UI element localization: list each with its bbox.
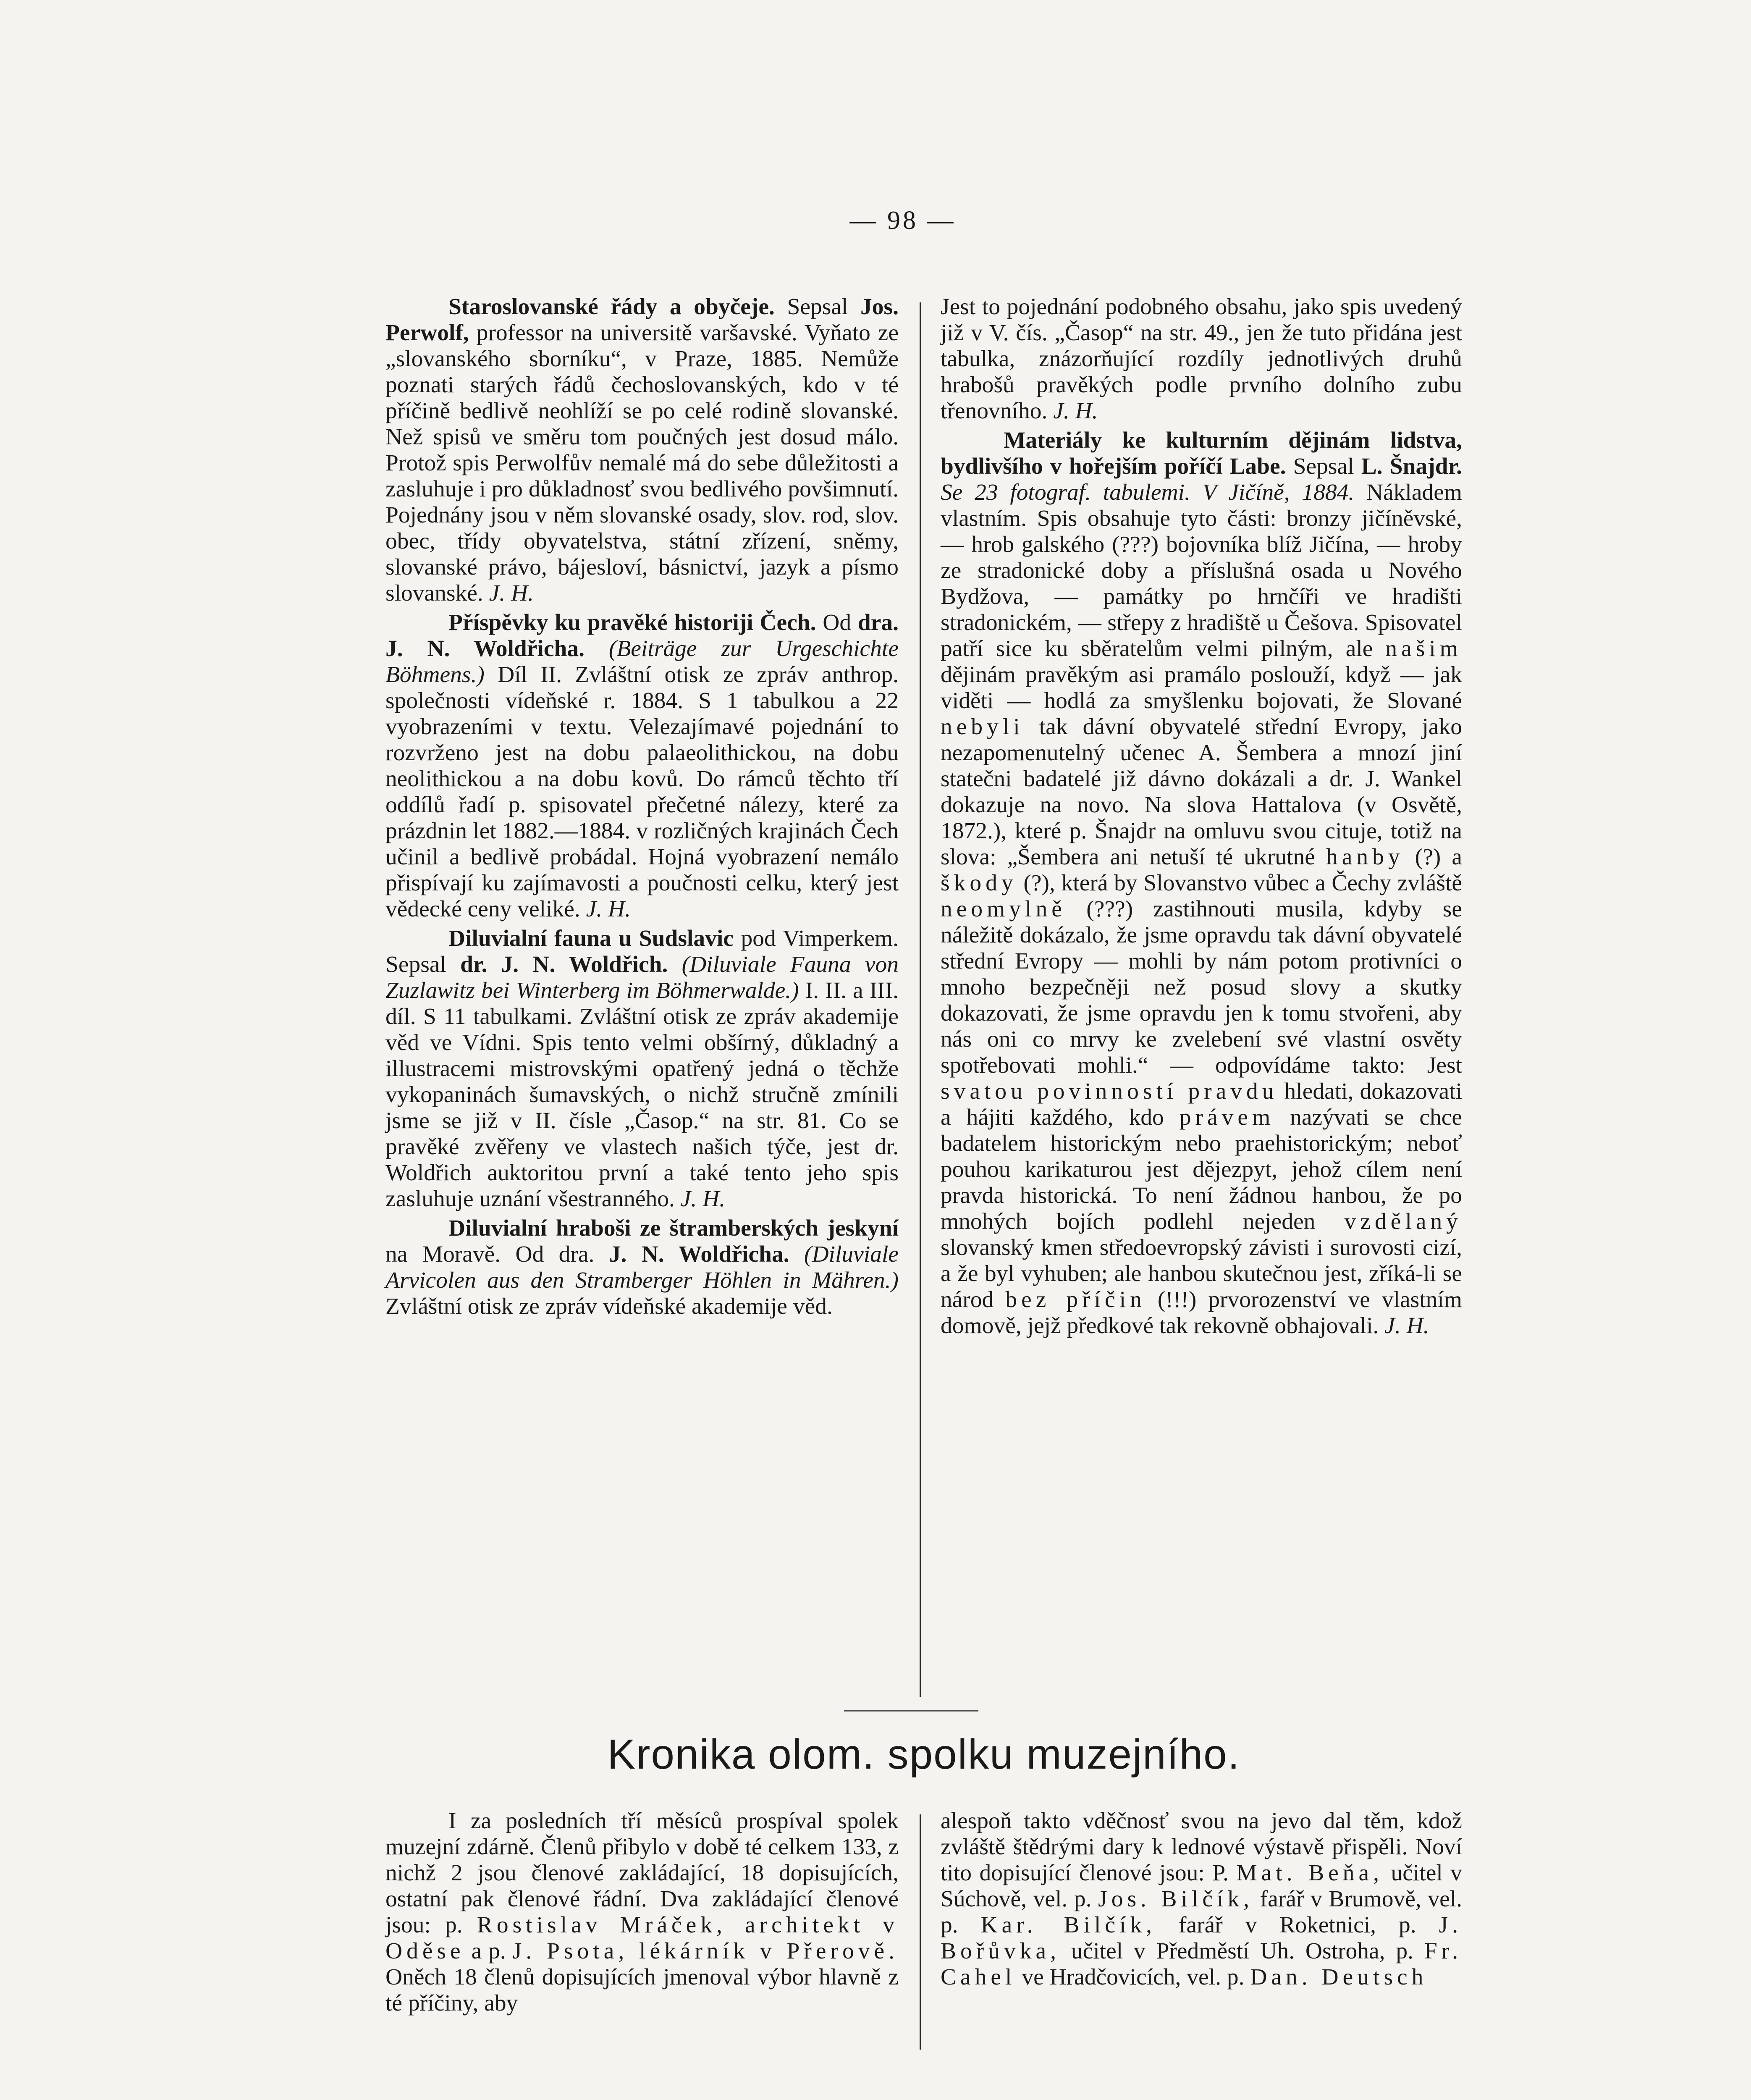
chronicle-member-name: Jos. Bilčík, (1098, 1886, 1254, 1912)
chronicle-text: alespoň takto vděčnosť svou na jevo dal těm, kdož zvláště štědrými dary k lednové výstavě přispěli. Noví tito dopisující členové jsou: P. (941, 1808, 1462, 1886)
review-emphasis: právem (1179, 1105, 1275, 1130)
review-body-part: dějinám pravěkým asi pramálo poslouží, když — jak viděti — hodlá za smyšlenku bojovati, že Slované (941, 662, 1462, 714)
chronicle-member-name: Mat. Beňa, (1236, 1860, 1384, 1886)
review-author-prefix: Sepsal (787, 294, 848, 320)
review-hrabosi-continued (941, 294, 1462, 424)
review-subtitle: (Beiträge zur Urgeschichte Böhmens.) (385, 636, 899, 688)
review-body-part: tak dávní obyvatelé střední Evropy, jako nezapomenutelný učenec A. Šembera a mnozí jiní statečni badatelé již dávno dokázali a dr. J. Wankel dokazuje na novo. Na slova Hattalova (v Osvětě, 1872.), které p. Šnajdr na omluvu svou cituje, totiž na slova: „Šembera ani netuší té ukrutné (941, 714, 1463, 870)
review-emphasis: našim (1385, 636, 1462, 662)
review-author: L. Šnajdr. (1361, 454, 1463, 479)
review-emphasis: svatou povinností pravdu (941, 1079, 1278, 1104)
section-separator (844, 1710, 978, 1712)
chronicle-title: Kronika olom. spolku muzejního. (607, 1731, 1240, 1778)
review-body-part: (?), která by Slovanstvo vůbec a Čechy zvláště (1023, 870, 1463, 896)
page-number: — 98 — (849, 206, 956, 235)
review-body-part: hledati, dokazovati a hájiti každého, kdo (941, 1079, 1462, 1130)
review-author-prefix: Sepsal (1293, 454, 1354, 479)
review-author: Jos. Perwolf, (385, 294, 899, 346)
review-author: J. N. Woldřicha. (609, 1242, 789, 1267)
review-signature: J. H. (1053, 398, 1098, 424)
reviews-right-column (941, 294, 1462, 1339)
review-body-part: (???) zastihnouti musila, kdyby se náležitě dokázalo, že jsme opravdu tak dávní obyvatelé střední Evropy — mohli by nám potom protivníci o mnoho bezpečněji než posud slovy a skutky dokazovati, že jsme opravdu jen k tomu stvořeni, aby nás oni co mrvy ke zvelebení své vlastní osvěty spotřebovati mohli.“ — odpovídáme takto: Jest (941, 896, 1462, 1078)
review-body: professor na universitě varšavské. Vyňato ze „slovanského sborníku“, v Praze, 1885. Nemůže poznati starých řádů čechoslovanských, kdo v té příčině bedlivě neohlíží se po celé rodině slovanské. Než spisů ve směru tom poučných jest dosud málo. Protož spis Perwolfův nemalé má do sebe důležitosti a zasluhuje i pro důkladnosť svou bedlivého povšimnutí. Pojednány jsou v něm slovanské osady, slov. rod, slov. obec, třídy obyvatelstva, státní zřízení, sněmy, slovanské právo, bájesloví, básnictví, jazyk a písmo slovanské. (385, 320, 899, 606)
review-body-part: nazývati se chce badatelem historickým nebo praehistorickým; neboť pouhou karikaturou jest dějezpyt, jehož cílem není pravda historická. To není žádnou hanbou, že po mnohých bojích podlehl nejeden (941, 1105, 1463, 1234)
chronicle-member-name: Fr. Cahel (941, 1938, 1463, 1990)
review-body: I. II. a III. díl. S 11 tabulkami. Zvláštní otisk ze zpráv akademije věd ve Vídni. Spis tento velmi obšírný, důkladný a illustracemi mistrovskými opatřený jedná o těchže vykopaninách šumavských, o nichž stručně zmínili jsme se již v II. čísle „Časop.“ na str. 81. Co se pravěké zvěřeny ve vlastech našich týče, jest dr. Woldřich auktoritou první a také tento jeho spis zasluhuje uznání všestranného. (385, 978, 899, 1212)
review-lead: pod Vimperkem. Sepsal (385, 926, 899, 977)
review-emphasis: bez příčin (1005, 1287, 1146, 1312)
review-body-part: (?) a (1415, 844, 1463, 870)
review-lead: na Moravě. Od dra. (385, 1242, 595, 1267)
review-author: dr. J. N. Woldřich. (460, 952, 668, 977)
review-author-prefix: Od (823, 610, 852, 635)
review-author: dra. J. N. Woldřicha. (385, 610, 899, 662)
chronicle-right-column (941, 1808, 1462, 1990)
review-emphasis: škody (941, 870, 1017, 896)
column-divider-lower (920, 1814, 921, 2050)
review-title: Staroslovanské řády a obyčeje. (448, 294, 775, 320)
review-emphasis: nebyli (941, 714, 1024, 740)
review-snajdr (941, 428, 1462, 1339)
chronicle-text: I za posledních tří měsíců prospíval spolek muzejní zdárně. Členů přibylo v době té celkem 133, z nichž 2 jsou členové zakládající, 18 dopisujících, ostatní pak členové řádní. Dva zakládající členové jsou: p. (385, 1808, 899, 1938)
column-divider-upper (920, 302, 921, 1697)
review-signature: J. H. (680, 1186, 726, 1212)
chronicle-text: ve Hradčovicích, vel. p. (1022, 1964, 1245, 1990)
chronicle-member-name: Rostislav Mráček, architekt v Oděse (385, 1912, 899, 1964)
review-woldrich-hrabosi (385, 1215, 899, 1320)
review-title: Příspěvky ku pravěké historiji Čech. (448, 610, 816, 635)
review-woldrich-fauna (385, 926, 899, 1212)
review-emphasis: vzdělaný (1344, 1209, 1462, 1234)
review-body: Díl II. Zvláštní otisk ze zpráv anthrop. společnosti vídeňské r. 1884. S 1 tabulkou a 22 vyobrazeními v textu. Velezajímavé pojednání to rozvrženo jest na dobu palaeolithickou, na dobu neolithickou a na dobu kovů. Do rámců těchto tří oddílů řadí p. spisovatel přečetné nálezy, které za prázdnin let 1882.—1884. v rozličných krajinách Čech učinil a bedlivě probádal. Hojná vyobrazení nemálo přispívají ku zajímavosti a poučnosti celku, který jest vědecké ceny veliké. (385, 662, 899, 922)
review-subtitle: (Diluviale Arvicolen aus den Stramberger Höhlen in Mähren.) (385, 1242, 899, 1293)
review-subtitle: (Diluviale Fauna von Zuzlawitz bei Winterberg im Böhmerwalde.) (385, 952, 899, 1003)
review-emphasis: neomylně (941, 896, 1066, 922)
chronicle-left-column (385, 1808, 899, 2016)
review-body: Zvláštní otisk ze zpráv vídeňské akademije věd. (385, 1294, 833, 1319)
chronicle-paragraph-right (941, 1808, 1462, 1990)
chronicle-text: Oněch 18 členů dopisujících jmenoval výbor hlavně z té příčiny, aby (385, 1964, 899, 2016)
review-body-part: slovanský kmen středoevropský závisti i surovosti cizí, a že byl vyhuben; ale hanbou skutečnou jest, zříká-li se národ (941, 1235, 1462, 1312)
chronicle-text: učitel v Súchově, vel. p. (941, 1860, 1462, 1912)
review-signature: J. H. (1384, 1313, 1429, 1339)
review-emphasis: hanby (1326, 844, 1404, 870)
review-body-part: Nákladem vlastním. Spis obsahuje tyto části: bronzy jičíněvské, — hrob galského (???) bojovníka blíž Jičína, — hroby ze stradonické doby a příslušná osada u Nového Bydžova, — památky po hrnčíři ve hradišti stradonickém, — střepy z hradiště u Češova. Spisovatel patří sice ku sběratelům velmi pilným, ale (941, 480, 1463, 662)
chronicle-member-name: Dan. Deutsch (1250, 1964, 1428, 1990)
chronicle-member-name: Kar. Bilčík, (980, 1912, 1156, 1938)
reviews-left-column (385, 294, 899, 1320)
chronicle-member-name: J. Bořůvka, (941, 1912, 1463, 1964)
review-title: Diluvialní hraboši ze štramberských jeskyní (448, 1215, 899, 1241)
review-title: Materiály ke kulturním dějinám lidstva, bydlivšího v hořejším poříčí Labe. (941, 428, 1462, 479)
chronicle-text: farář v Brumově, vel. p. (941, 1886, 1462, 1938)
review-subtitle: Se 23 fotograf. tabulemi. V Jičíně, 1884. (941, 480, 1355, 505)
chronicle-text: učitel v Předměstí Uh. Ostroha, p. (1071, 1938, 1413, 1964)
review-perwolf (385, 294, 899, 606)
review-signature: J. H. (489, 580, 534, 606)
review-body: Jest to pojednání podobného obsahu, jako spis uvedený již v V. čís. „Časop“ na str. 49., jen že tuto přidána jest tabulka, znázorňující rozdíly jednotlivých druhů hrabošů pravěkých podle prvního dolního zubu třenovního. (941, 294, 1462, 424)
review-body-part: (!!!) prvorozenství ve vlastním domově, jejž předkové tak rekovně obhajovali. (941, 1287, 1463, 1339)
chronicle-member-name: J. Psota, lékárník v Přerově. (512, 1938, 899, 1964)
chronicle-paragraph-left (385, 1808, 899, 2016)
review-signature: J. H. (586, 896, 631, 922)
review-title: Diluvialní fauna u Sudslavic (448, 926, 734, 951)
chronicle-text: farář v Roketnici, p. (1179, 1912, 1416, 1938)
chronicle-text: a p. (471, 1938, 506, 1964)
review-woldrich-prispevky (385, 610, 899, 922)
